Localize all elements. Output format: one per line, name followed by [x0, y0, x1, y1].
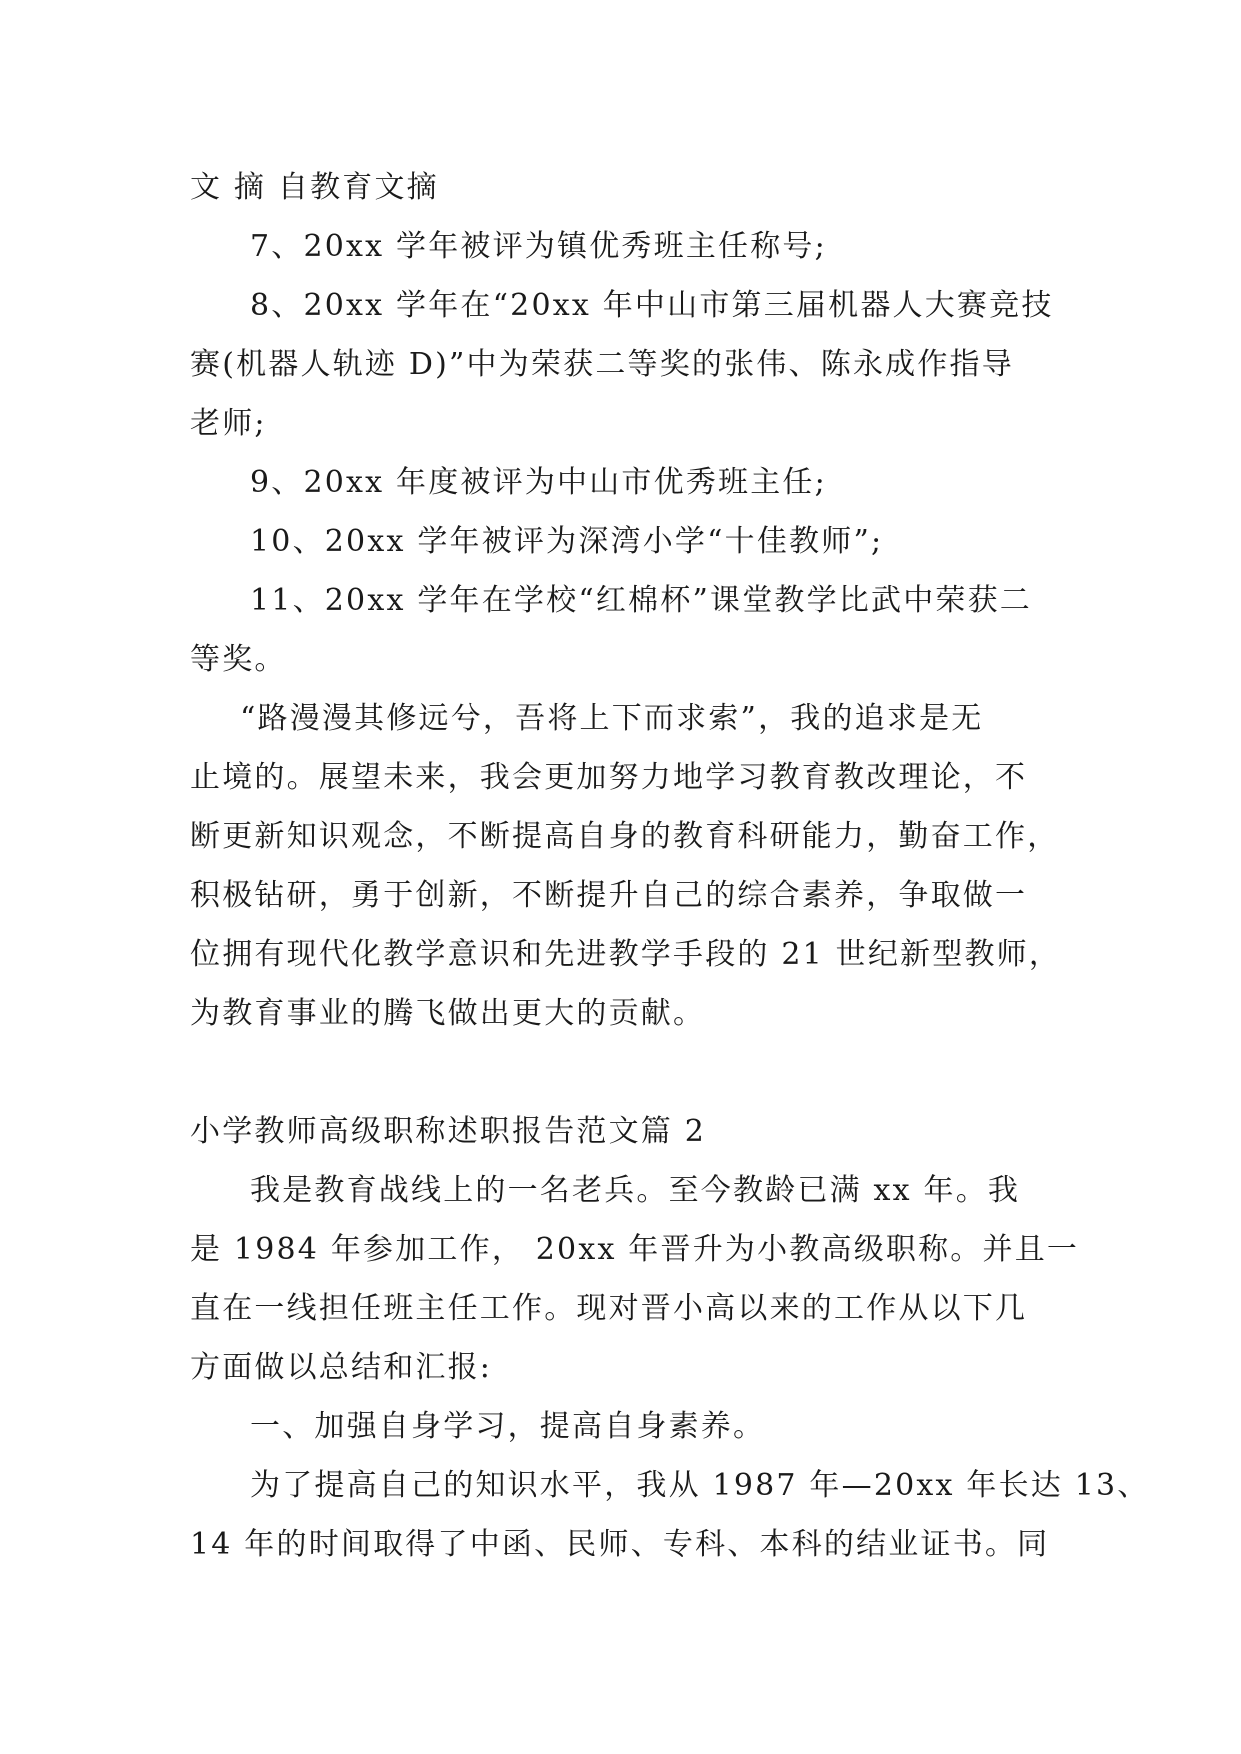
list-item-9: 9、20xx 年度被评为中山市优秀班主任; [250, 465, 827, 500]
subheading-one: 一、加强自身学习，提高自身素养。 [250, 1409, 766, 1444]
section-heading: 小学教师高级职称述职报告范文篇 2 [190, 1114, 707, 1149]
closing-paragraph-line: 位拥有现代化教学意识和先进教学手段的 21 世纪新型教师， [190, 937, 1062, 972]
list-item-10: 10、20xx 学年被评为深湾小学“十佳教师”; [250, 524, 884, 559]
list-item-8-cont: 赛(机器人轨迹 D)”中为荣获二等奖的张伟、陈永成作指导 [190, 347, 1014, 382]
closing-paragraph-line: 积极钻研，勇于创新，不断提升自己的综合素养，争取做一 [190, 878, 1028, 913]
list-item-8-cont: 老师; [190, 406, 267, 441]
list-item-11-cont: 等奖。 [190, 642, 287, 677]
closing-paragraph: “路漫漫其修远兮，吾将上下而求索”，我的追求是无 [240, 701, 984, 736]
study-paragraph-line: 14 年的时间取得了中函、民师、专科、本科的结业证书。同 [190, 1527, 1050, 1562]
closing-paragraph-line: 为教育事业的腾飞做出更大的贡献。 [190, 996, 706, 1031]
closing-paragraph-line: 止境的。展望未来，我会更加努力地学习教育教改理论，不 [190, 760, 1028, 795]
intro-paragraph: 我是教育战线上的一名老兵。至今教龄已满 xx 年。我 [250, 1173, 1021, 1208]
document-body [190, 158, 1150, 1574]
list-item-8: 8、20xx 学年在“20xx 年中山市第三届机器人大赛竞技 [250, 288, 1054, 323]
intro-paragraph-line: 直在一线担任班主任工作。现对晋小高以来的工作从以下几 [190, 1291, 1028, 1326]
source-line: 文 摘 自教育文摘 [190, 170, 439, 205]
list-item-7: 7、20xx 学年被评为镇优秀班主任称号; [250, 229, 827, 264]
list-item-11: 11、20xx 学年在学校“红棉杯”课堂教学比武中荣获二 [250, 583, 1032, 618]
intro-paragraph-line: 是 1984 年参加工作， 20xx 年晋升为小教高级职称。并且一 [190, 1232, 1080, 1267]
closing-paragraph-line: 断更新知识观念，不断提高自身的教育科研能力，勤奋工作， [190, 819, 1060, 854]
study-paragraph: 为了提高自己的知识水平，我从 1987 年—20xx 年长达 13、 [250, 1468, 1150, 1503]
section-gap [190, 1043, 1056, 1102]
intro-paragraph-line: 方面做以总结和汇报: [190, 1350, 493, 1385]
